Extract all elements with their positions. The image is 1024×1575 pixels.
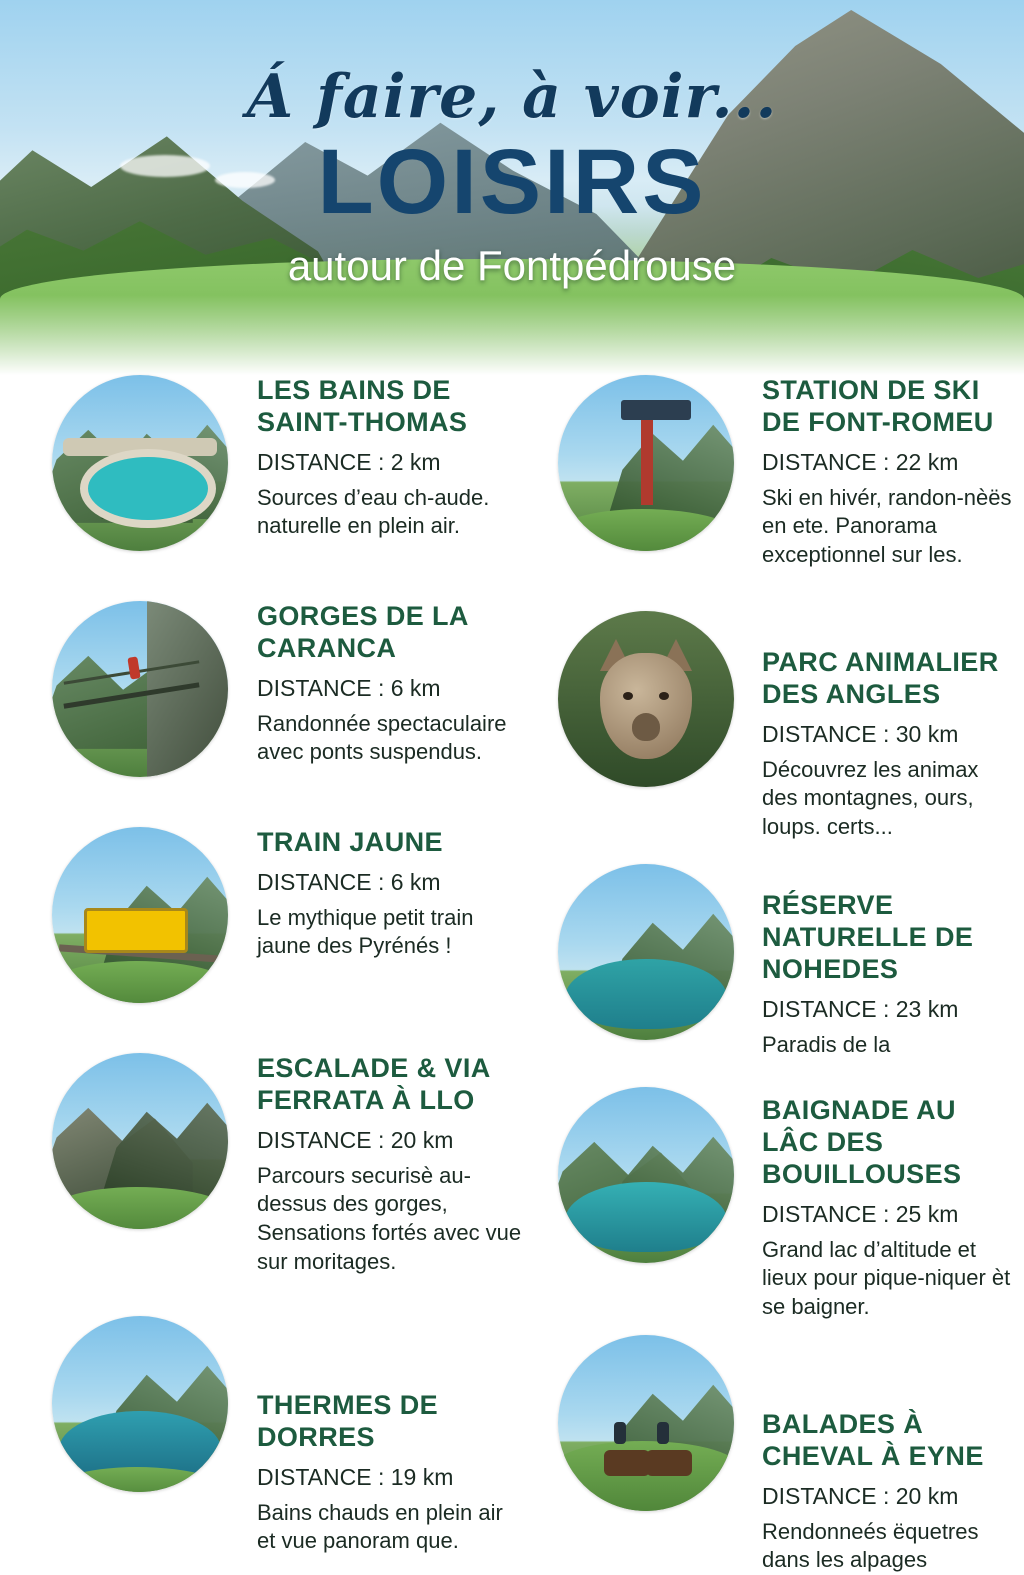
activities-column-right xyxy=(540,375,1015,1573)
list-item-description: Parcours securisè au-dessus des gorges, Sensations fortés avec vue sur moritages. xyxy=(257,1162,522,1274)
list-item-distance: DISTANCE : 6 km xyxy=(257,674,441,701)
hero-banner xyxy=(0,0,1024,375)
list-item-distance: DISTANCE : 23 km xyxy=(762,995,959,1022)
list-item-distance: DISTANCE : 6 km xyxy=(257,868,441,895)
list-item-description: Grand lac d’altitude et lieux pour pique-niquer èt se baigner. xyxy=(762,1236,1011,1319)
list-item-distance: DISTANCE : 25 km xyxy=(762,1200,959,1227)
list-item-title: RÉSERVE NATURELLE DE NOHEDES xyxy=(762,890,974,984)
list-item-distance: DISTANCE : 19 km xyxy=(257,1463,454,1490)
thumbnail-horse-riders xyxy=(558,1335,734,1511)
list-item-distance: DISTANCE : 2 km xyxy=(257,448,441,475)
list-item-title: BAIGNADE AU LÂC DES BOUILLOUSES xyxy=(762,1095,962,1189)
list-item[interactable] xyxy=(52,375,522,583)
list-item-description: Bains chauds en plein air et vue panoram que. xyxy=(257,1499,503,1554)
list-item[interactable] xyxy=(540,1087,1015,1317)
list-item-title: TRAIN JAUNE xyxy=(257,827,443,857)
list-item-title: PARC ANIMALIER DES ANGLES xyxy=(762,647,999,709)
thumbnail-green-lake xyxy=(558,864,734,1040)
list-item[interactable] xyxy=(540,375,1015,593)
list-item-distance: DISTANCE : 20 km xyxy=(762,1482,959,1509)
list-item[interactable] xyxy=(52,1053,522,1298)
list-item-description: Paradis de la xyxy=(762,1031,891,1057)
list-item-distance: DISTANCE : 20 km xyxy=(257,1126,454,1153)
list-item-description: Le mythique petit train jaune des Pyrénés ! xyxy=(257,904,474,959)
list-item-title: LES BAINS DE SAINT-THOMAS xyxy=(257,375,468,437)
hero-subtitle: autour de Fontpédrouse xyxy=(287,242,737,289)
thumbnail-suspension-bridge xyxy=(52,601,228,777)
thumbnail-alpine-lake xyxy=(558,1087,734,1263)
list-item-distance: DISTANCE : 30 km xyxy=(762,720,959,747)
hero-script-title: Á faire, à voir... xyxy=(246,62,778,132)
thumbnail-mountain-lake xyxy=(52,1316,228,1492)
list-item-title: ESCALADE & VIA FERRATA À LLO xyxy=(257,1053,490,1115)
list-item-description: Ski en hivér, randon-nèës en ete. Panorama exceptionnel sur les. xyxy=(762,484,1012,567)
list-item-title: BALADES À CHEVAL À EYNE xyxy=(762,1409,984,1471)
thumbnail-yellow-train xyxy=(52,827,228,1003)
activities-column-left xyxy=(52,375,522,1554)
hero-text-block xyxy=(0,0,1024,375)
list-item[interactable] xyxy=(52,827,522,1035)
list-item-description: Sources d’eau ch-aude. naturelle en plein air. xyxy=(257,484,490,539)
list-item[interactable] xyxy=(540,864,1015,1069)
page-title: LOISIRS xyxy=(317,131,707,233)
thumbnail-thermal-pool xyxy=(52,375,228,551)
list-item-description: Découvrez les animax des montagnes, ours, loups. certs... xyxy=(762,756,979,839)
thumbnail-cliff-gorge xyxy=(52,1053,228,1229)
list-item-title: STATION DE SKI DE FONT-ROMEU xyxy=(762,375,994,437)
list-item-distance: DISTANCE : 22 km xyxy=(762,448,959,475)
list-item-title: GORGES DE LA CARANCA xyxy=(257,601,468,663)
list-item-title: THERMES DE DORRES xyxy=(257,1390,439,1452)
list-item[interactable] xyxy=(540,611,1015,846)
thumbnail-ski-lift xyxy=(558,375,734,551)
list-item[interactable] xyxy=(52,1316,522,1554)
thumbnail-wolf xyxy=(558,611,734,787)
list-item[interactable] xyxy=(52,601,522,809)
list-item-description: Randonnée spectaculaire avec ponts suspendus. xyxy=(257,710,507,765)
list-item-description: Rendonneés ëquetres dans les alpages xyxy=(762,1518,979,1573)
list-item[interactable] xyxy=(540,1335,1015,1573)
